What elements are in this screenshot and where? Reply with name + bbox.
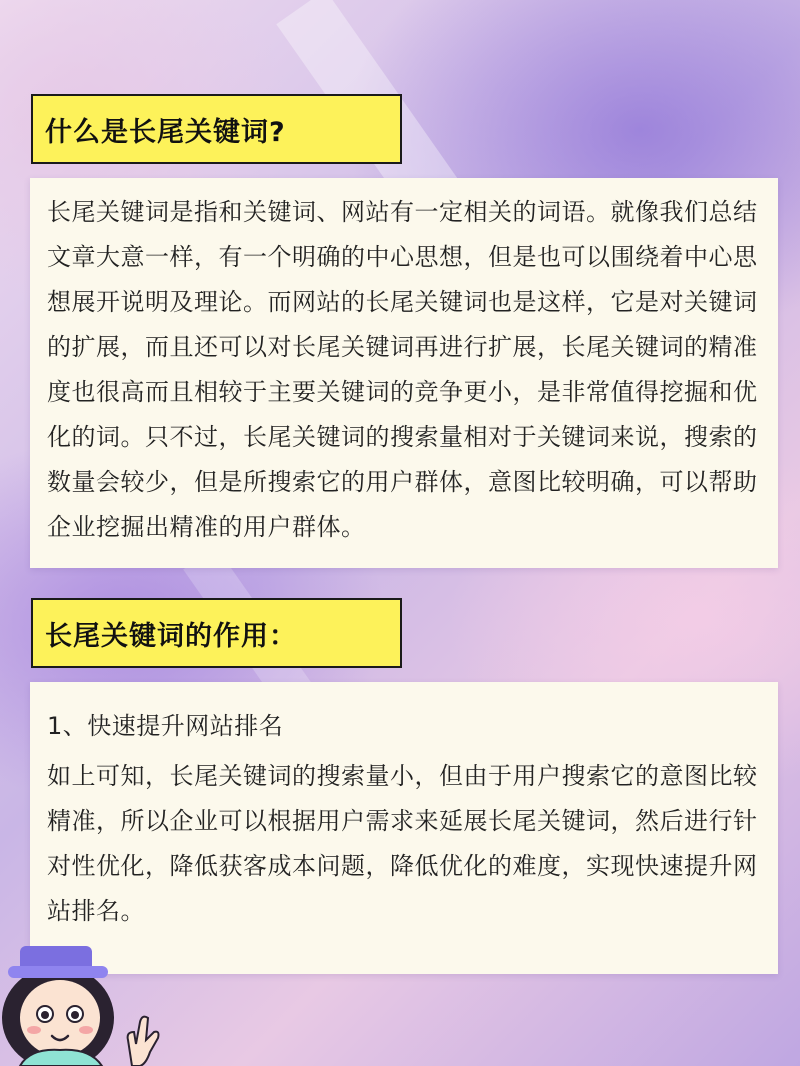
section-1-heading-text: 什么是长尾关键词? <box>45 116 286 148</box>
section-1-paragraph: 长尾关键词是指和关键词、网站有一定相关的词语。就像我们总结文章大意一样，有一个明确的中心思想，但是也可以围绕着中心思想展开说明及理论。而网站的长尾关键词也是这样，它是对关键词的扩展，而且还可以对长尾关键词再进行扩展，长尾关键词的精准度也很高而且相较于主要关键词的竞争更小，是非常值得挖掘和优化的词。只不过，长尾关键词的搜索量相对于关键词来说，搜索的数量会较少，但是所搜索它的用户群体，意图比较明确，可以帮助企业挖掘出精准的用户群体。 <box>47 198 758 541</box>
section-2-heading <box>31 598 402 668</box>
section-2-paragraph: 如上可知，长尾关键词的搜索量小，但由于用户搜索它的意图比较精准，所以企业可以根据用户需求来延展长尾关键词，然后进行针对性优化，降低获客成本问题，降低优化的难度，实现快速提升网站排名。 <box>47 762 758 925</box>
mascot-girl-illustration <box>0 940 175 1066</box>
section-1-heading <box>31 94 402 164</box>
section-2-heading-text: 长尾关键词的作用： <box>45 620 297 652</box>
section-2-point-title: 1、快速提升网站排名 <box>47 712 284 740</box>
